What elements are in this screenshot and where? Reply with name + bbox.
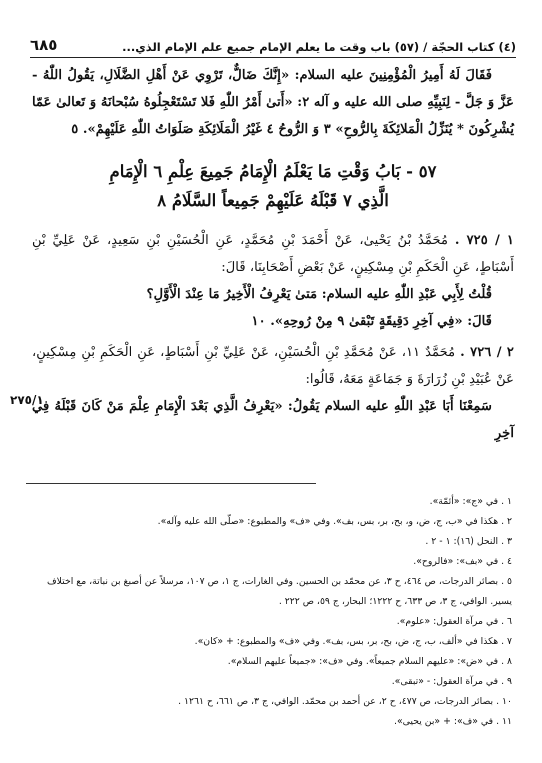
footnotes [30,492,512,732]
margin-reference: ٢٧٥/١ [10,393,44,407]
hadith-2-text: سَمِعْنَا أَبَا عَبْدِ اللّٰهِ عليه السلام يَقُولُ: «يَعْرِفُ الَّذِي بَعْدَ الْإِمَامِ عِلْمَ مَنْ كَانَ قَبْلَهُ فِي آخِرِ [32,399,514,441]
footnote-8: ٨ . في «ض»: «عليهم السلام جميعاً». وفي «ف»: «جميعاً عليهم السلام». [227,656,512,667]
footnote-7: ٧ . هكذا في «ألف، ب، ج، ض، بح، بر، بس، بف». وفي «ف» والمطبوع: + «كان». [194,636,512,647]
hadith-2-text-wrap [10,393,514,447]
page-number: ٦٨٥ [30,36,58,54]
hadith-1-isnad-text: مُحَمَّدُ بْنُ يَحْيىٰ، عَنْ أَحْمَدَ بْنِ مُحَمَّدٍ، عَنِ الْحُسَيْنِ بْنِ سَعِيدٍ، عَنْ عَلِيِّ بْنِ أَسْبَاطٍ، عَنِ الْحَكَمِ بْنِ مِسْكِينٍ، عَنْ بَعْضِ أَصْحَابِنَا، قَالَ: [32,233,514,275]
intro-paragraph: فَقَالَ لَهُ أَمِيرُ الْمُؤْمِنِينَ عليه السلام: «إِنَّكَ ضَالٌّ، تَرْوِي عَنْ أَهْلِ الضَّلَالِ، يَقُولُ اللّٰهُ - عَزَّ وَ جَلَّ - لِنَبِيِّهِ صلى الله عليه و آله ٢: «أَتىٰ أَمْرُ اللّٰهِ فَلا تَسْتَعْجِلُوهُ سُبْحانَهُ وَ تَعالىٰ عَمّا يُشْرِكُونَ * يُنَزِّلُ الْمَلائِكَةَ بِالرُّوحِ» ٣ وَ الرُّوحُ ٤ غَيْرُ الْمَلَائِكَةِ صَلَوَاتُ اللّٰهِ عَلَيْهِمْ». ٥ [32,68,514,137]
hadith-2-number: ٢ / ٧٢٦ . [460,345,514,360]
footnote-9: ٩ . في مرآة العقول: - «تبقى». [391,676,512,687]
footnote-5: ٥ . بصائر الدرجات، ص ٤٦٤، ح ٣، عن محمّد بن الحسين. وفي الغارات، ج ١، ص ١٠٧، مرسلاً عن أصبغ بن نباتة، مع اختلاف يسير. الوافي، ج ٣، ص ٦٣٣، ح ١٢٢٢؛ البحار، ج ٥٩، ص ٢٢٢ . [46,576,512,607]
footnote-6: ٦ . في مرآة العقول: «علوم». [396,616,512,627]
hadith-1-isnad [32,227,514,281]
running-header [30,30,516,58]
header-title: (٤) كتاب الحجّة / (٥٧) باب وقت ما يعلم الإمام جميع علم الإمام الذي... [122,40,516,54]
hadith-2-isnad-text: مُحَمَّدٌ ١١، عَنْ مُحَمَّدِ بْنِ الْحُسَيْنِ، عَنْ عَلِيِّ بْنِ أَسْبَاطٍ، عَنِ الْحَكَمِ بْنِ مِسْكِينٍ، عَنْ عُبَيْدِ بْنِ زُرَارَةَ وَ جَمَاعَةٍ مَعَهُ، قَالُوا: [32,345,514,387]
footnote-1: ١ . في «ج»: «أئمّة». [429,496,512,507]
footnote-11: ١١ . في «ف»: + «بن يحيى». [394,716,512,727]
hadith-1-question: قُلْتُ لِأَبِي عَبْدِ اللّٰهِ عليه السلام: مَتىٰ يَعْرِفُ الْأَخِيرُ مَا عِنْدَ الْأَوَّلِ؟ [146,287,492,302]
footnote-3: ٣ . النحل (١٦): ١ - ٢ . [425,536,512,547]
footnote-divider [26,483,316,484]
hadith-1-answer: قَالَ: «فِي آخِرِ دَقِيقَةٍ تَبْقىٰ ٩ مِنْ رُوحِهِ». ١٠ [251,314,492,329]
hadith-1-number: ١ / ٧٢٥ . [454,233,514,248]
footnote-10: ١٠ . بصائر الدرجات، ص ٤٧٧، ح ٢، عن أحمد بن محمّد. الوافي، ج ٣، ص ٦٦١، ح ١٢٦١ . [178,696,512,707]
main-text [10,62,514,447]
footnote-4: ٤ . في «بف»: «فالروح». [413,556,512,567]
chapter-title-line-1: ٥٧ - بَابُ وَقْتِ مَا يَعْلَمُ الْإِمَامُ جَمِيعَ عِلْمِ ٦ الْإِمَامِ [109,162,437,181]
hadith-2-isnad [32,339,514,393]
footnote-2: ٢ . هكذا في «ب، ج، ض، و، بح، بر، بس، بف». وفي «ف» والمطبوع: «صلّى الله عليه وآله». [157,516,512,527]
chapter-heading [32,157,514,215]
chapter-title-line-2: الَّذِي ٧ قَبْلَهُ عَلَيْهِمْ جَمِيعاً السَّلَامُ ٨ [157,191,389,210]
